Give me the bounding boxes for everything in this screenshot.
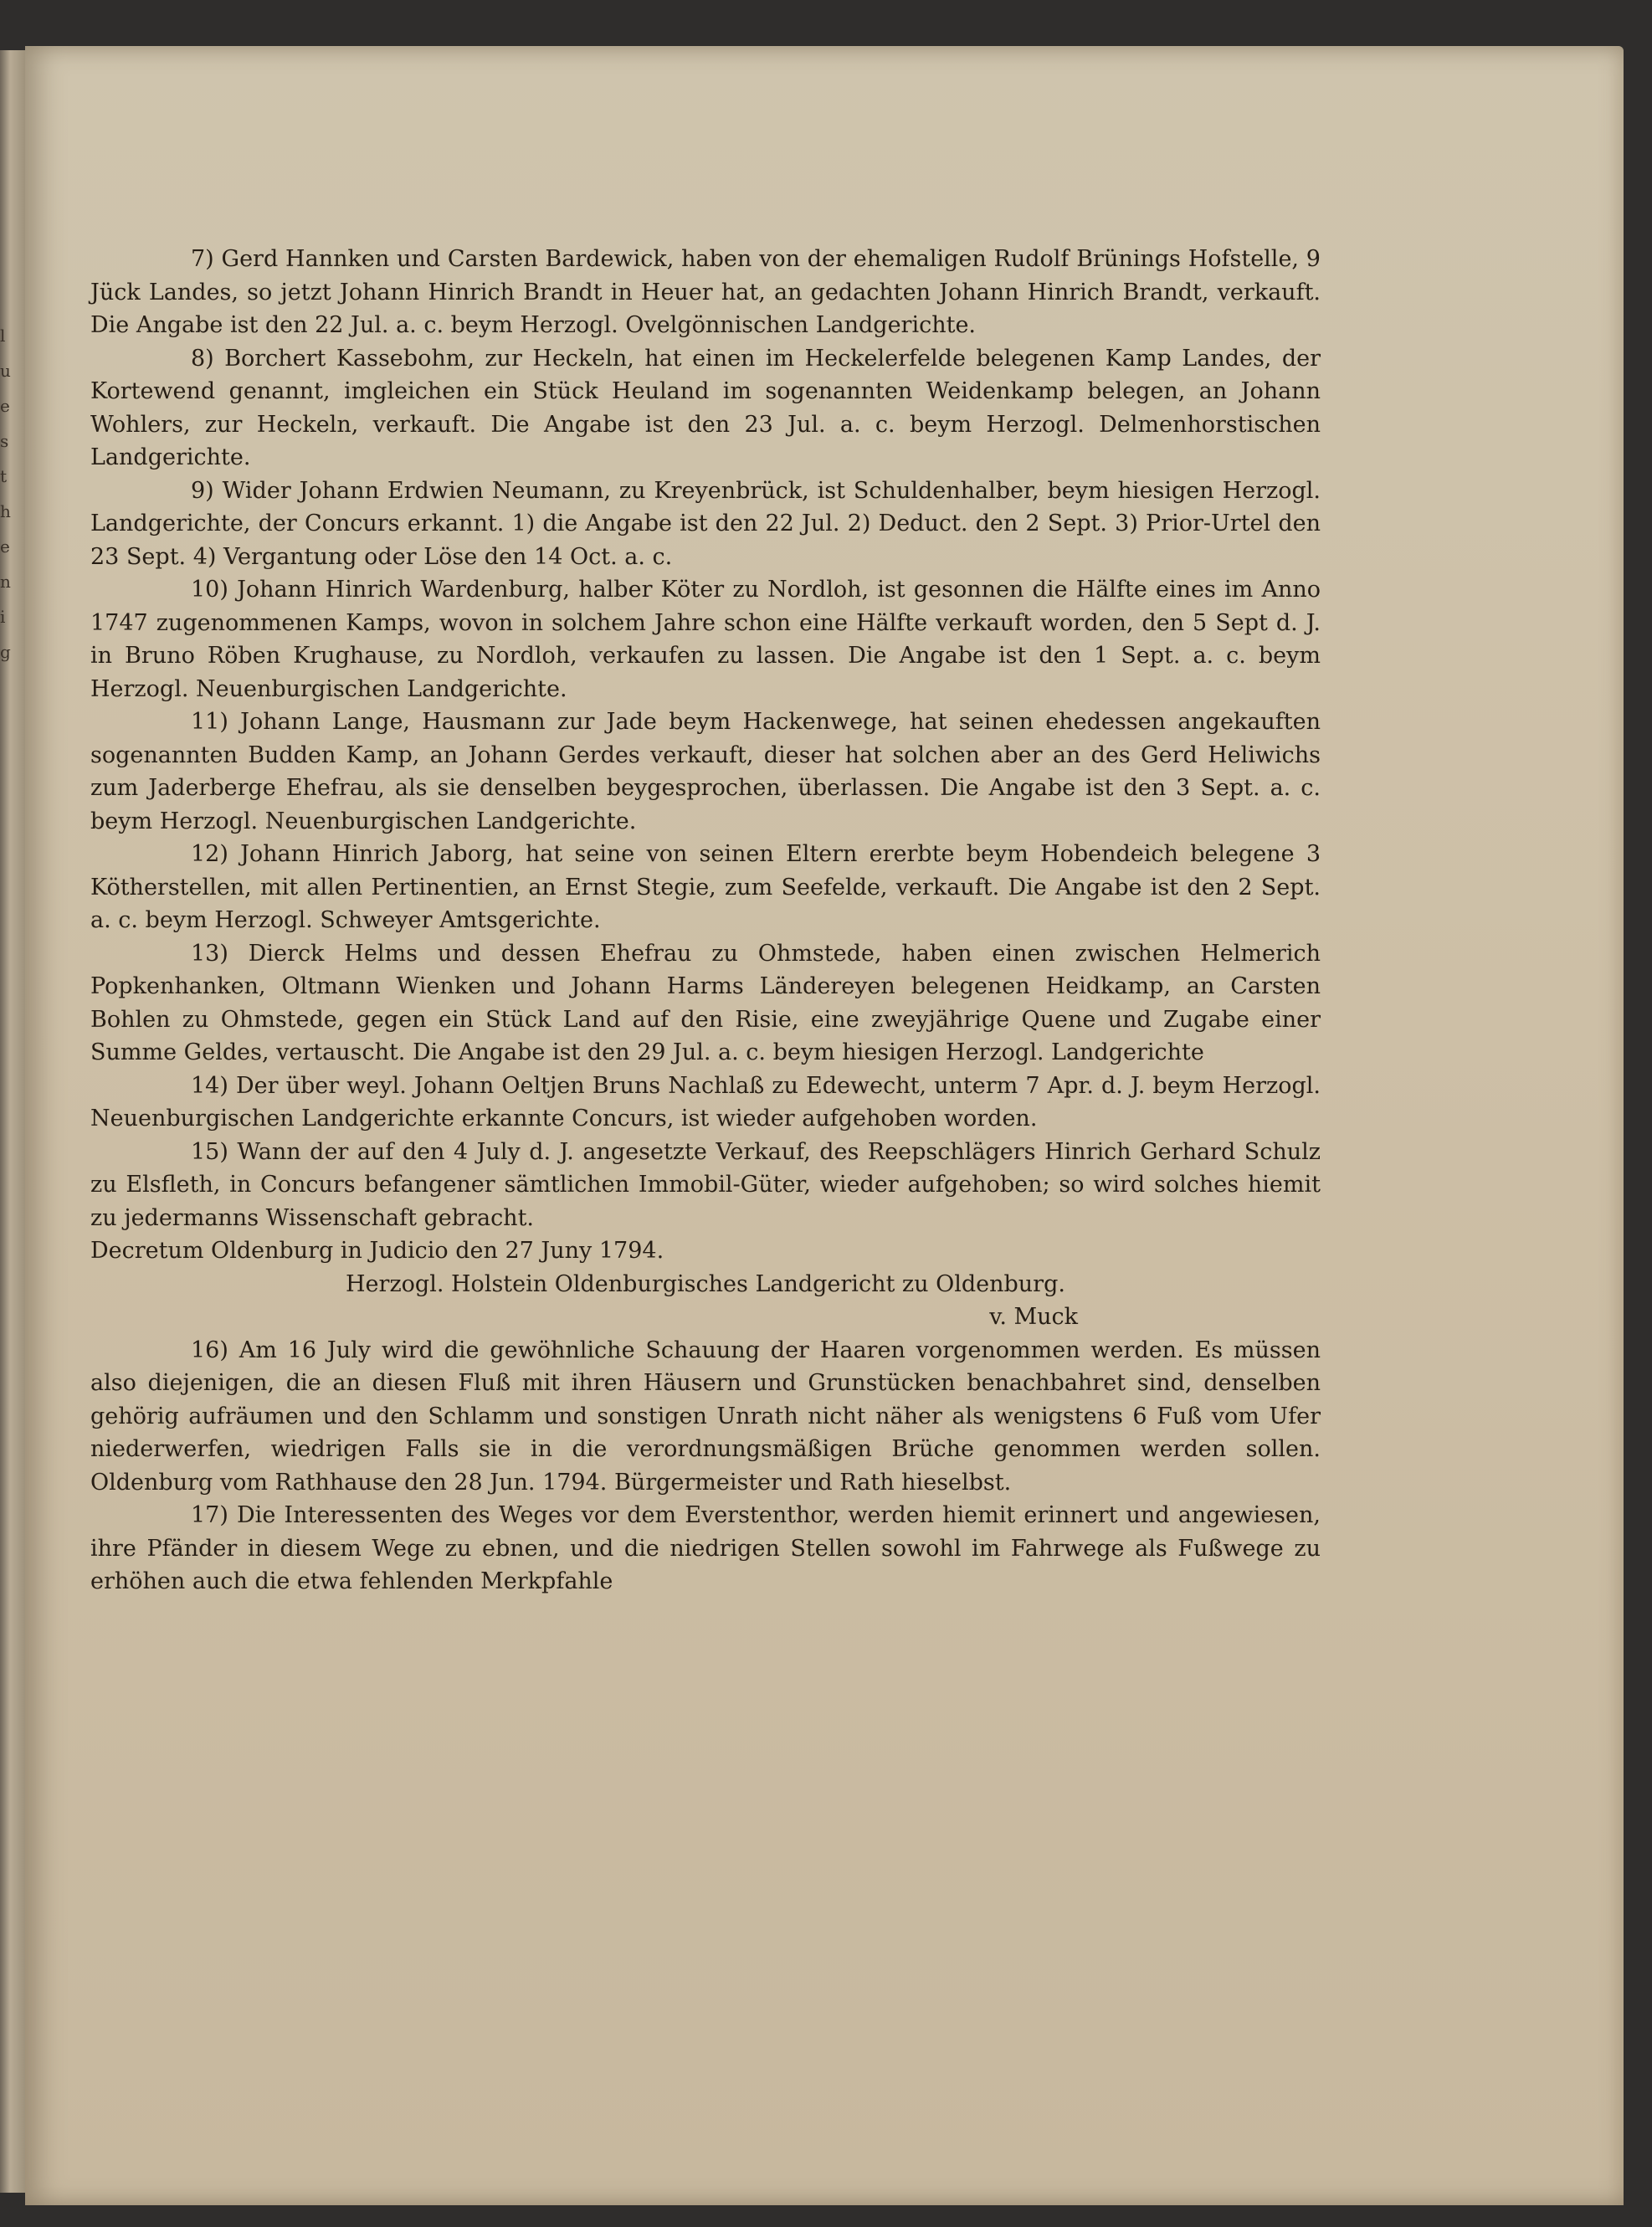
paragraph-10: 10) Johann Hinrich Wardenburg, halber Köter zu Nordloh, ist gesonnen die Hälfte eines im Anno 1747 zugenommenen Kamps, wovon in solchem Jahre schon eine Hälfte verkauft worden, den 5 Sept d. J. in Bruno Röben Krughause, zu Nordloh, verkaufen zu lassen. Die Angabe ist den 1 Sept. a. c. beym Herzogl. Neuenburgischen Landgerichte.: [90, 577, 1321, 702]
left-page-fragments: [0, 318, 20, 670]
paragraph-15: 15) Wann der auf den 4 July d. J. angesetzte Verkauf, des Reepschlägers Hinrich Gerhard Schulz zu Elsfleth, in Concurs befangener sämtlichen Immobil-Güter, wieder aufgehoben; so wird solches hiemit zu jedermanns Wissenschaft gebracht.: [90, 1138, 1321, 1231]
court-name-line: Herzogl. Holstein Oldenburgisches Landgericht zu Oldenburg.: [346, 1270, 1065, 1297]
paragraph-12: 12) Johann Hinrich Jaborg, hat seine von seinen Eltern ererbte beym Hobendeich belegene 3 Kötherstellen, mit allen Pertinentien, an Ernst Stegie, zum Seefelde, verkauft. Die Angabe ist den 2 Sept. a. c. beym Herzogl. Schweyer Amtsgerichte.: [90, 841, 1321, 933]
left-fragment: h: [0, 501, 11, 521]
left-fragment: u: [0, 361, 11, 381]
paragraph-9: 9) Wider Johann Erdwien Neumann, zu Kreyenbrück, ist Schuldenhalber, beym hiesigen Herzogl. Landgerichte, der Concurs erkannt. 1) die Angabe ist den 22 Jul. 2) Deduct. den 2 Sept. 3) Prior-Urtel den 23 Sept. 4) Vergantung oder Löse den 14 Oct. a. c.: [90, 477, 1321, 570]
paragraph-16: 16) Am 16 July wird die gewöhnliche Schauung der Haaren vorgenommen werden. Es müssen also diejenigen, die an diesen Fluß mit ihren Häusern und Grunstücken benachbahret sind, denselben gehörig aufräumen und den Schlamm und sonstigen Unrath nicht näher als wenigstens 6 Fuß vom Ufer niederwerfen, wiedrigen Falls sie in die verordnungsmäßigen Brüche genommen werden sollen. Oldenburg vom Rathhause den 28 Jun. 1794. Bürgermeister und Rath hieselbst.: [90, 1337, 1321, 1496]
left-fragment: s: [0, 431, 9, 451]
paragraph-11: 11) Johann Lange, Hausmann zur Jade beym Hackenwege, hat seinen ehedessen angekauften sogenannten Budden Kamp, an Johann Gerdes verkauft, dieser hat solchen aber an des Gerd Heliwichs zum Jaderberge Ehefrau, als sie denselben beygesprochen, überlassen. Die Angabe ist den 3 Sept. a. c. beym Herzogl. Neuenburgischen Landgerichte.: [90, 709, 1321, 834]
left-fragment: e: [0, 396, 10, 416]
paragraph-17: 17) Die Interessenten des Weges vor dem Everstenthor, werden hiemit erinnert und angewiesen, ihre Pfänder in diesem Wege zu ebnen, und die niedrigen Stellen sowohl im Fahrwege als Fußwege zu erhöhen auch die etwa fehlenden Merkpfahle: [90, 1502, 1321, 1594]
paper-sheet: [25, 46, 1624, 2205]
left-fragment: t: [0, 466, 8, 486]
signature-line: v. Muck: [989, 1304, 1078, 1330]
left-fragment: l: [0, 326, 6, 346]
page-body-text: [90, 243, 1321, 1598]
paragraph-14: 14) Der über weyl. Johann Oeltjen Bruns Nachlaß zu Edewecht, unterm 7 Apr. d. J. beym Herzogl. Neuenburgischen Landgerichte erkannte Concurs, ist wieder aufgehoben worden.: [90, 1072, 1321, 1131]
left-fragment: i: [0, 607, 6, 627]
left-fragment: g: [0, 642, 11, 662]
paragraph-7: 7) Gerd Hannken und Carsten Bardewick, haben von der ehemaligen Rudolf Brünings Hofstelle, 9 Jück Landes, so jetzt Johann Hinrich Brandt in Heuer hat, an gedachten Johann Hinrich Brandt, verkauft. Die Angabe ist den 22 Jul. a. c. beym Herzogl. Ovelgönnischen Landgerichte.: [90, 246, 1321, 338]
paragraph-8: 8) Borchert Kassebohm, zur Heckeln, hat einen im Heckelerfelde belegenen Kamp Landes, der Kortewend genannt, imgleichen ein Stück Heuland im sogenannten Weidenkamp belegen, an Johann Wohlers, zur Heckeln, verkauft. Die Angabe ist den 23 Jul. a. c. beym Herzogl. Delmenhorstischen Landgerichte.: [90, 345, 1321, 470]
paragraph-13: 13) Dierck Helms und dessen Ehefrau zu Ohmstede, haben einen zwischen Helmerich Popkenhanken, Oltmann Wienken und Johann Harms Ländereyen belegenen Heidkamp, an Carsten Bohlen zu Ohmstede, gegen ein Stück Land auf den Risie, eine zweyjährige Quene und Zugabe einer Summe Geldes, vertauscht. Die Angabe ist den 29 Jul. a. c. beym hiesigen Herzogl. Landgerichte: [90, 940, 1321, 1065]
left-fragment: e: [0, 536, 10, 557]
left-fragment: n: [0, 572, 11, 592]
decree-line: Decretum Oldenburg in Judicio den 27 Juny 1794.: [90, 1238, 664, 1264]
